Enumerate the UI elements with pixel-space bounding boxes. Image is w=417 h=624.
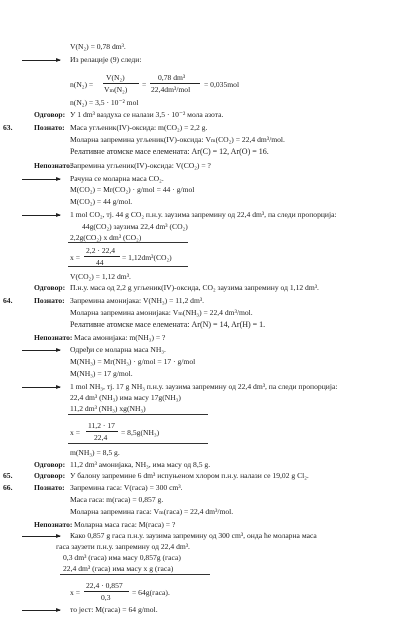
unknown-text: Маса амонијака: m(NH₃) = ? xyxy=(74,333,166,342)
unknown-text: Запремина угљеник(IV)-оксида: V(CO₂) = ? xyxy=(70,161,211,170)
calc-line: M(CO₂) = Mr(CO₂) · g/mol = 44 · g/mol xyxy=(70,185,195,194)
unknown-text: Моларна маса гаса: M(гаса) = ? xyxy=(74,520,176,529)
answer-text: П.н.у. маса од 2,2 g угљеник(IV)-оксида, CO₂ заузима запремину од 1,12 dm³. xyxy=(70,283,319,292)
answer-label: Одговор: xyxy=(34,283,66,292)
result-line: m(NH₃) = 8,5 g. xyxy=(70,448,120,457)
problem-number: 66. xyxy=(3,483,13,492)
known-text: Маса гаса: m(гаса) = 0,857 g. xyxy=(70,495,164,504)
calc-line: M(NH₃) = Mr(NH₃) · g/mol = 17 · g/mol xyxy=(70,357,196,366)
formula-label: x = xyxy=(70,588,80,597)
step-text: 1 mol NH₃, тј. 17 g NH₃ п.н.у. заузима запремину од 22,4 dm³, па следи пропорција: xyxy=(70,382,338,391)
separator-rule xyxy=(68,414,208,415)
arrow-icon xyxy=(22,210,60,219)
fraction-denominator: 44 xyxy=(96,258,104,267)
fraction-bar xyxy=(84,256,120,257)
unknown-label: Непознато: xyxy=(34,333,73,342)
separator-rule xyxy=(68,242,188,243)
answer-text: 11,2 dm³ амонијака, NH₃, има масу од 8,5 g. xyxy=(70,460,211,469)
arrow-icon xyxy=(22,55,60,64)
fraction-denominator: 22,4dm³/mol xyxy=(151,85,191,94)
fraction-numerator: 22,4 · 0,857 xyxy=(86,581,123,590)
result-text: = 0,035mol xyxy=(204,80,240,89)
result-text: = 8,5g(NH₃) xyxy=(121,428,160,437)
fraction-denominator: 22,4 xyxy=(94,433,108,442)
fraction-numerator: V(N₂) xyxy=(106,73,125,82)
result-text: = 64g(гаса). xyxy=(132,588,170,597)
fraction-bar xyxy=(84,591,129,592)
arrow-icon xyxy=(22,382,60,391)
unknown-label: Непознато: xyxy=(34,161,73,170)
arrow-icon xyxy=(22,345,60,354)
calc-line: M(CO₂) = 44 g/mol. xyxy=(70,197,133,206)
equals-sign: = xyxy=(142,80,147,89)
problem-number: 65. xyxy=(3,471,13,480)
answer-label: Одговор: xyxy=(34,471,66,480)
separator-rule xyxy=(68,266,188,267)
answer-label: Одговор: xyxy=(34,460,66,469)
separator-rule xyxy=(68,443,208,444)
arrow-icon xyxy=(22,605,60,614)
answer-text: У 1 dm³ ваздуха се налази 3,5 · 10⁻² мола азота. xyxy=(70,110,224,119)
result-line: то јест: M(гаса) = 64 g/mol. xyxy=(70,605,158,614)
result-line: V(CO₂) = 1,12 dm³. xyxy=(70,272,131,281)
proportion-line: 11,2 dm³ (NH₃) xg(NH₃) xyxy=(70,404,146,413)
known-label: Познато: xyxy=(34,296,65,305)
calc-line: M(NH₃) = 17 g/mol. xyxy=(70,369,133,378)
fraction-bar xyxy=(86,431,118,432)
arrow-icon xyxy=(22,174,60,183)
proportion-line: 2,2g(CO₂) x dm³ (CO₂) xyxy=(70,233,142,242)
formula-label: n(N₂) = xyxy=(70,80,94,89)
answer-label: Одговор: xyxy=(34,110,66,119)
arrow-icon xyxy=(22,531,60,540)
known-label: Познато: xyxy=(34,123,65,132)
known-text: Маса угљеник(IV)-оксида: m(CO₂) = 2,2 g. xyxy=(70,123,208,132)
formula-label: x = xyxy=(70,428,80,437)
fraction-numerator: 0,78 dm³ xyxy=(158,73,186,82)
problem-number: 64. xyxy=(3,296,13,305)
result-line: n(N₂) = 3,5 · 10⁻² mol xyxy=(70,98,139,107)
fraction-denominator: Vₘ(N₂) xyxy=(104,85,128,94)
proportion-line: 22,4 dm³ (NH₃) има масу 17g(NH₃) xyxy=(70,393,181,402)
known-text: Релативне атомске масе елемената: Ar(C) = 12, Ar(O) = 16. xyxy=(70,147,269,156)
fraction-numerator: 2,2 · 22,4 xyxy=(86,246,116,255)
formula-label: x = xyxy=(70,253,80,262)
step-text: Како 0,857 g гаса п.н.у. заузима запремину од 300 cm³, онда ће моларна маса xyxy=(70,531,317,540)
proportion-line: 0,3 dm³ (гаса) има масу 0,857g (гаса) xyxy=(63,553,181,562)
fraction-numerator: 11,2 · 17 xyxy=(88,421,115,430)
known-text: Моларна запремина амонијака: Vₘ(NH₃) = 22,4 dm³/mol. xyxy=(70,308,253,317)
volume-n2-line: V(N₂) = 0,78 dm³. xyxy=(70,42,126,51)
known-text: Моларна запремина гаса: Vₘ(гаса) = 22,4 dm³/mol. xyxy=(70,507,234,516)
step-text: Одређи се моларна маса NH₃. xyxy=(70,345,166,354)
problem-number: 63. xyxy=(3,123,13,132)
fraction-denominator: 0,3 xyxy=(101,593,111,602)
known-text: Запремина амонијака: V(NH₃) = 11,2 dm³. xyxy=(70,296,205,305)
known-label: Познато: xyxy=(34,483,65,492)
fraction-bar xyxy=(150,83,200,84)
step-text: Рачуна се моларна маса CO₂. xyxy=(70,174,164,183)
step-text: 1 mol CO₂, тј. 44 g CO₂ п.н.у. заузима запремину од 22,4 dm³, па следи пропорција: xyxy=(70,210,337,219)
relation-text: Из релације (9) следи: xyxy=(70,55,142,64)
known-text: Запремина гаса: V(гаса) = 300 cm³. xyxy=(70,483,183,492)
known-text: Релативне атомске масе елемената: Ar(N) = 14, Ar(H) = 1. xyxy=(70,320,266,329)
separator-rule xyxy=(60,574,210,575)
result-text: = 1,12dm³(CO₂) xyxy=(122,253,172,262)
known-text: Моларна запремина угљеник(IV)-оксида: Vₘ(CO₂) = 22,4 dm³/mol. xyxy=(70,135,285,144)
proportion-line: 22,4 dm³ (гаса) има масу x g (гаса) xyxy=(63,564,174,573)
proportion-line: 44g(CO₂) заузима 22,4 dm³ (CO₂) xyxy=(82,222,188,231)
step-text: гаса заузети п.н.у. запремину од 22,4 dm³. xyxy=(56,542,190,551)
answer-text: У балону запремине 6 dm³ испуњеном хлором п.н.у. налази се 19,02 g Cl₂. xyxy=(70,471,309,480)
fraction-bar xyxy=(103,83,139,84)
unknown-label: Непознато: xyxy=(34,520,73,529)
